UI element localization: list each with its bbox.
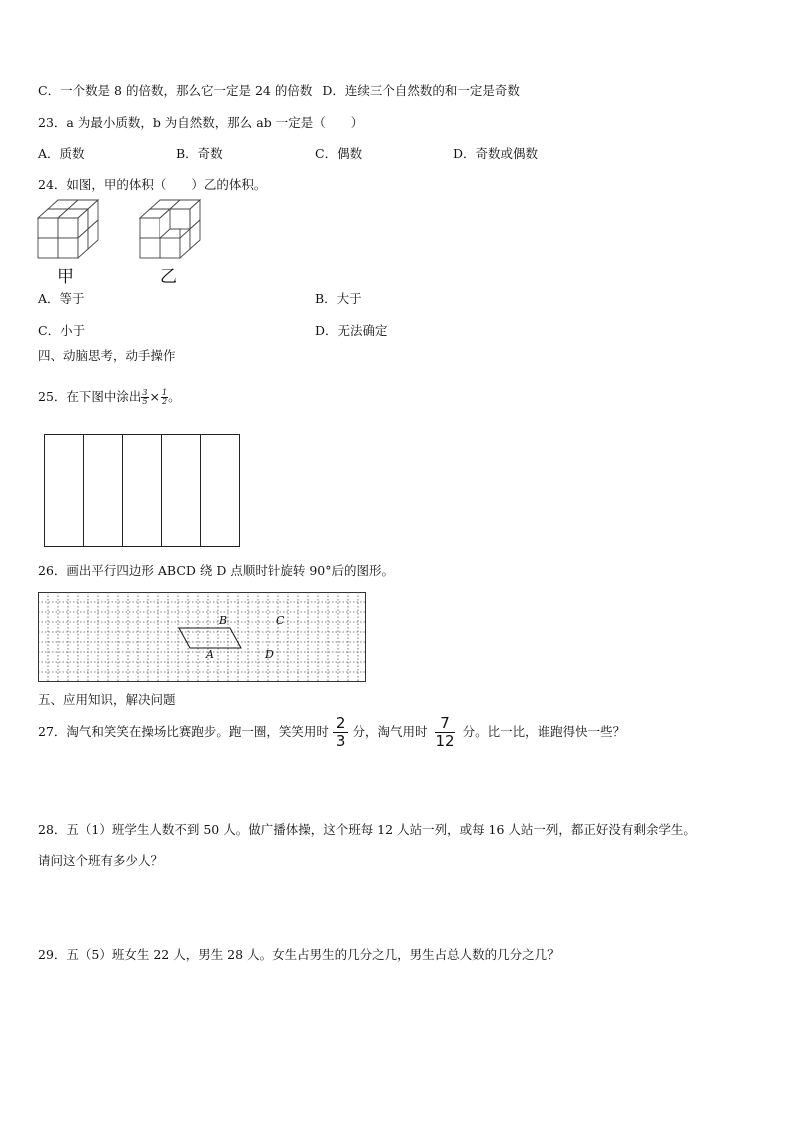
q24-option-c: C．小于	[38, 323, 86, 338]
cube-label-a: 甲	[57, 267, 74, 287]
q27-frac2-denominator: 12	[435, 732, 455, 750]
point-label-d: D	[265, 648, 274, 661]
cube-figure-a	[38, 200, 102, 264]
q25-frac1-denominator: 5	[142, 397, 148, 406]
q27-frac2-numerator: 7	[435, 716, 454, 733]
q22-option-c-d	[38, 83, 520, 99]
point-label-a: A	[206, 648, 214, 661]
section-5-heading: 五、应用知识，解决问题	[38, 692, 176, 707]
point-label-c: C	[276, 614, 285, 627]
q29-stem: 29．五（5）班女生 22 人，男生 28 人。女生占男生的几分之几，男生占总人数的几分之几？	[38, 947, 560, 962]
q27-mid: 分，淘气用时	[352, 724, 428, 739]
q23-option-c: C．偶数	[315, 146, 363, 161]
q27-suffix: 分。比一比，谁跑得快一些？	[462, 724, 626, 739]
q23-stem: 23．a 为最小质数，b 为自然数，那么 ab 一定是（ ）	[38, 115, 364, 130]
q25-suffix: 。	[168, 389, 181, 404]
q25-fraction-2	[161, 389, 168, 406]
q27-stem	[38, 716, 625, 749]
q24-stem: 24．如图，甲的体积（ ）乙的体积。	[38, 177, 267, 192]
q24-option-a: A．等于	[38, 291, 85, 306]
q27-fraction-1	[333, 716, 349, 749]
q25-fraction-1	[141, 389, 148, 406]
q25-rectangle-diagram	[44, 434, 240, 547]
point-label-b: B	[219, 614, 228, 627]
q27-prefix: 27．淘气和笑笑在操场比赛跑步。跑一圈，笑笑用时	[38, 724, 329, 739]
q26-grid-diagram	[38, 592, 366, 682]
q27-frac1-denominator: 3	[335, 732, 346, 750]
q23-option-a: A．质数	[38, 146, 85, 161]
q28-line-2: 请问这个班有多少人？	[38, 853, 164, 868]
q23-option-b: B．奇数	[176, 146, 223, 161]
q25-times: ×	[149, 389, 160, 404]
q25-frac2-denominator: 2	[161, 397, 168, 406]
q25-frac2-numerator: 1	[161, 388, 168, 397]
q27-frac1-numerator: 2	[333, 716, 349, 733]
q23-option-d: D．奇数或偶数	[453, 146, 539, 161]
cube-figure-b	[140, 200, 204, 264]
q28-line-1: 28．五（1）班学生人数不到 50 人。做广播体操，这个班每 12 人站一列，或每 16 人站一列，都正好没有剩余学生。	[38, 822, 696, 837]
q25-frac1-numerator: 3	[142, 388, 148, 397]
q25-stem	[38, 389, 181, 406]
q24-option-b: B．大于	[315, 291, 362, 306]
cube-label-b: 乙	[160, 267, 177, 287]
q22-option-c: C．一个数是 8 的倍数，那么它一定是 24 的倍数	[38, 83, 313, 98]
q26-stem: 26．画出平行四边形 ABCD 绕 D 点顺时针旋转 90°后的图形。	[38, 563, 394, 578]
q22-option-d: D．连续三个自然数的和一定是奇数	[322, 83, 520, 98]
q27-fraction-2	[435, 716, 454, 749]
q25-prefix: 25．在下图中涂出	[38, 389, 142, 404]
q24-option-d: D．无法确定	[315, 323, 388, 338]
section-4-heading: 四、动脑思考，动手操作	[38, 348, 176, 363]
